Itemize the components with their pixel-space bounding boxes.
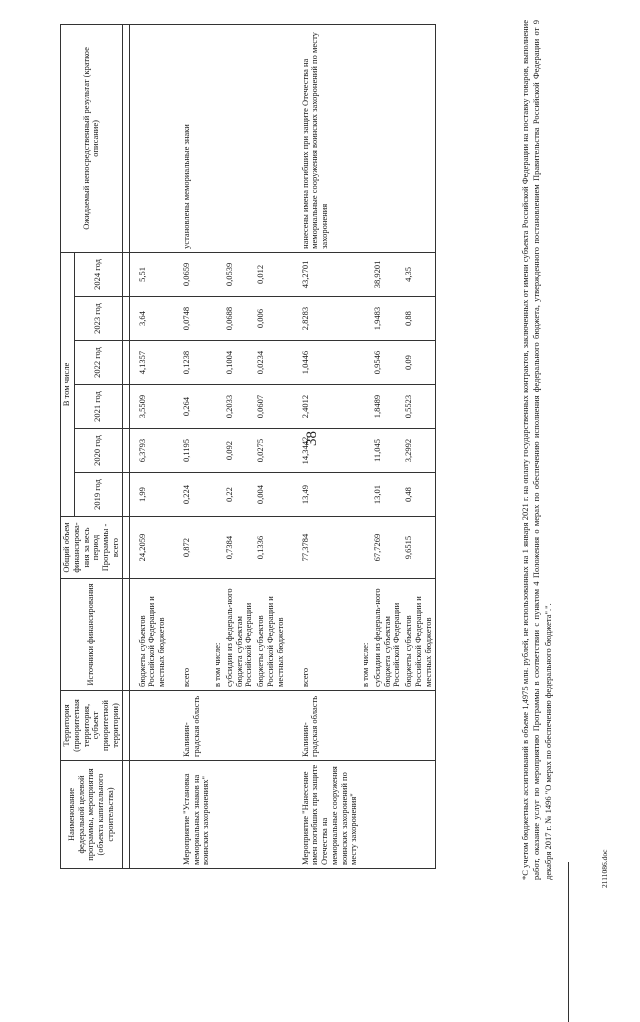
territory-cell	[360, 691, 372, 761]
year-value-cell: 0,0748	[168, 297, 212, 341]
table-row	[212, 24, 224, 868]
source-cell: бюджеты субъектов Российской Федерации и местных бюджетов	[403, 579, 435, 691]
year-value-cell: 0,0607	[255, 385, 286, 429]
result-cell	[360, 24, 372, 252]
name-cell	[212, 761, 224, 869]
total-cell: 0,872	[168, 517, 212, 579]
year-value-cell: 1,9483	[372, 297, 403, 341]
year-value-cell: 38,9201	[372, 252, 403, 296]
year-value-cell	[360, 341, 372, 385]
header-year-2019: 2019 год	[74, 473, 122, 517]
year-value-cell: 11,045	[372, 429, 403, 473]
table-row	[255, 24, 286, 868]
footnote: *С учетом бюджетных ассигнований в объеме 1,4975 млн. рублей, не использованных на 1 января 2021 г. на оплату государственных контрактов, заключенных от имени субъекта Российской Федерации на поставку товаров, выполнение работ, оказание услуг по мероприятию Программы в соответствии с пунктом 4 Положения о мерах по обеспечению исполнения федерального бюджета, утвержденного постановлением Правительства Российской Федерации от 9 декабря 2017 г. № 1496 "О мерах по обеспечению федерального бюджета".".	[520, 20, 553, 880]
table-row	[129, 24, 168, 868]
name-cell: Мероприятие "Нанесение имен погибших при защите Отечества на мемориальные сооружения воинских захоронений по месту захоронения"	[287, 761, 361, 869]
year-value-cell: 1,99	[129, 473, 168, 517]
table-row	[360, 24, 372, 868]
year-value-cell: 3,2992	[403, 429, 435, 473]
total-cell: 9,6515	[403, 517, 435, 579]
header-territory: Территория (приоритетная территория, субъект приоритетной территории)	[61, 691, 123, 761]
total-cell: 0,1336	[255, 517, 286, 579]
table-row	[224, 24, 255, 868]
table-row	[168, 24, 212, 868]
page-number: 38	[304, 431, 320, 446]
result-cell	[403, 24, 435, 252]
territory-cell	[403, 691, 435, 761]
result-cell	[129, 24, 168, 252]
territory-cell	[129, 691, 168, 761]
result-cell: установлены мемориальные знаки	[168, 24, 212, 252]
total-cell: 0,7384	[224, 517, 255, 579]
source-cell: субсидии из федераль-ного бюджета субъектам Российской Федерации	[224, 579, 255, 691]
year-value-cell: 0,22	[224, 473, 255, 517]
header-in-that-number: В том числе	[61, 252, 75, 516]
source-cell: бюджеты субъектов Российской Федерации и местных бюджетов	[129, 579, 168, 691]
result-cell: нанесены имена погибших при защите Отечества на мемориальные сооружения воинских захоронений по месту захоронения	[287, 24, 361, 252]
territory-cell	[255, 691, 286, 761]
year-value-cell: 2,4012	[287, 385, 361, 429]
header-result: Ожидаемый непосредственный результат (краткое описание)	[61, 24, 123, 252]
year-value-cell: 1,0446	[287, 341, 361, 385]
result-cell	[224, 24, 255, 252]
year-value-cell: 0,48	[403, 473, 435, 517]
result-cell	[372, 24, 403, 252]
year-value-cell: 0,092	[224, 429, 255, 473]
source-cell: всего	[287, 579, 361, 691]
name-cell: Мероприятие "Установка мемориальных знаков на воинских захоронениях"	[168, 761, 212, 869]
year-value-cell	[212, 429, 224, 473]
year-value-cell: 0,0688	[224, 297, 255, 341]
year-value-cell	[212, 297, 224, 341]
year-value-cell: 4,1357	[129, 341, 168, 385]
year-value-cell: 0,0539	[224, 252, 255, 296]
year-value-cell: 13,49	[287, 473, 361, 517]
year-value-cell: 3,64	[129, 297, 168, 341]
year-value-cell	[212, 473, 224, 517]
result-cell	[255, 24, 286, 252]
year-value-cell: 0,0234	[255, 341, 286, 385]
year-value-cell: 43,2701	[287, 252, 361, 296]
territory-cell	[212, 691, 224, 761]
document-id: 2111086.doc	[600, 849, 609, 888]
header-sources: Источники финансирования	[61, 579, 123, 691]
year-value-cell: 0,1195	[168, 429, 212, 473]
year-value-cell	[360, 385, 372, 429]
year-value-cell	[212, 385, 224, 429]
header-year-2022: 2022 год	[74, 341, 122, 385]
year-value-cell: 0,1238	[168, 341, 212, 385]
year-value-cell: 0,88	[403, 297, 435, 341]
year-value-cell	[360, 473, 372, 517]
name-cell	[403, 761, 435, 869]
year-value-cell	[212, 341, 224, 385]
result-cell	[212, 24, 224, 252]
year-value-cell: 0,2033	[224, 385, 255, 429]
year-value-cell: 0,006	[255, 297, 286, 341]
year-value-cell: 13,01	[372, 473, 403, 517]
year-value-cell	[360, 297, 372, 341]
year-value-cell: 0,5523	[403, 385, 435, 429]
year-value-cell: 0,012	[255, 252, 286, 296]
total-cell	[212, 517, 224, 579]
year-value-cell: 2,8283	[287, 297, 361, 341]
name-cell	[255, 761, 286, 869]
header-year-2023: 2023 год	[74, 297, 122, 341]
year-value-cell: 0,004	[255, 473, 286, 517]
year-value-cell	[360, 429, 372, 473]
year-value-cell: 0,9546	[372, 341, 403, 385]
table-row	[287, 24, 361, 868]
year-value-cell: 4,35	[403, 252, 435, 296]
source-cell: в том числе:	[212, 579, 224, 691]
total-cell: 67,7269	[372, 517, 403, 579]
year-value-cell: 0,0659	[168, 252, 212, 296]
rotated-table-area	[60, 25, 550, 869]
year-value-cell: 0,264	[168, 385, 212, 429]
year-value-cell: 3,5509	[129, 385, 168, 429]
name-cell	[372, 761, 403, 869]
year-value-cell: 0,0275	[255, 429, 286, 473]
header-total: Общий объем финансирова-ния за весь период Программы - всего	[61, 517, 123, 579]
source-cell: бюджеты субъектов Российской Федерации и местных бюджетов	[255, 579, 286, 691]
header-year-2024: 2024 год	[74, 252, 122, 296]
territory-cell	[224, 691, 255, 761]
year-value-cell: 0,1004	[224, 341, 255, 385]
total-cell: 24,2059	[129, 517, 168, 579]
table-row	[372, 24, 403, 868]
header-name: Наименование федеральной целевой программы, мероприятия (объекта капитального строительства)	[61, 761, 123, 869]
name-cell	[224, 761, 255, 869]
table-row	[403, 24, 435, 868]
source-cell: всего	[168, 579, 212, 691]
name-cell	[129, 761, 168, 869]
total-cell	[360, 517, 372, 579]
total-cell: 77,3784	[287, 517, 361, 579]
year-value-cell: 0,224	[168, 473, 212, 517]
year-value-cell	[360, 252, 372, 296]
year-value-cell: 5,51	[129, 252, 168, 296]
header-year-2021: 2021 год	[74, 385, 122, 429]
source-cell: субсидии из федераль-ного бюджета субъектам Российской Федерации	[372, 579, 403, 691]
footnote-rule	[568, 862, 569, 1022]
name-cell	[360, 761, 372, 869]
header-year-2020: 2020 год	[74, 429, 122, 473]
year-value-cell: 0,09	[403, 341, 435, 385]
year-value-cell: 1,8489	[372, 385, 403, 429]
territory-cell: Калинин-градская область	[168, 691, 212, 761]
territory-cell	[372, 691, 403, 761]
year-value-cell	[212, 252, 224, 296]
territory-cell: Калинин-градская область	[287, 691, 361, 761]
year-value-cell: 14,3442	[287, 429, 361, 473]
source-cell: в том числе:	[360, 579, 372, 691]
financing-table	[60, 24, 436, 869]
year-value-cell: 6,3793	[129, 429, 168, 473]
